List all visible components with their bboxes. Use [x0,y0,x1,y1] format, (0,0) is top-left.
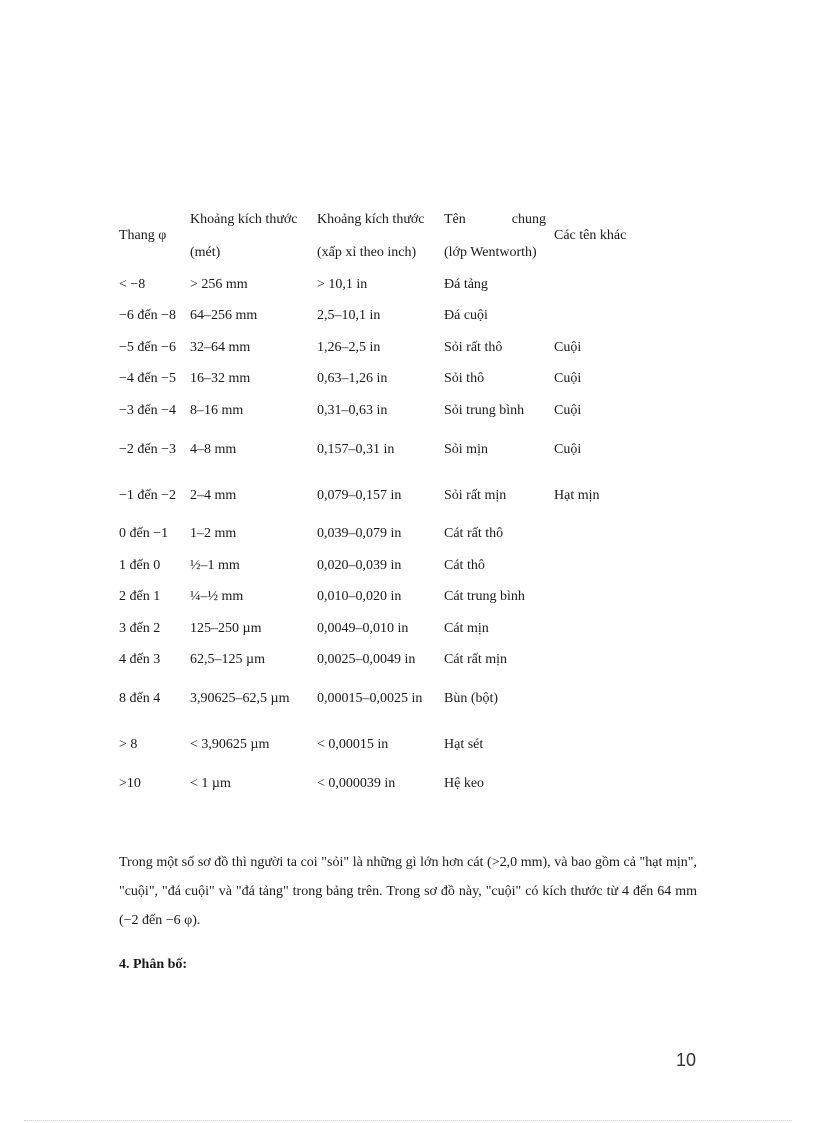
cell-name: Cát rất thô [444,526,504,542]
cell-other-name: Hạt mịn [554,487,600,503]
cell-other-name: Cuội [554,441,582,457]
table-row [119,364,674,396]
header-common-name: Tên chung (lớp Wentworth) [444,212,546,260]
header-phi-scale: Thang φ [119,228,167,243]
cell-size-inch: 0,63–1,26 in [317,371,388,387]
cell-name: Bùn (bột) [444,691,499,706]
cell-size-mm: ¼–½ mm [190,589,244,605]
cell-other-name [554,301,674,333]
cell-name: Đá tảng [444,276,488,292]
page-number: 10 [675,1050,696,1070]
cell-size-inch: > 10,1 in [317,276,368,292]
cell-name: Hệ keo [444,775,485,791]
cell-size-inch: 0,039–0,079 in [317,526,402,542]
cell-phi: 4 đến 3 [119,652,161,668]
grain-size-table [119,203,674,800]
cell-phi: < −8 [119,276,146,292]
cell-size-mm: 32–64 mm [190,339,251,355]
cell-name: Sỏi rất thô [444,339,503,355]
cell-name: Đá cuội [444,308,488,324]
cell-size-inch: 0,157–0,31 in [317,441,395,457]
cell-size-mm: > 256 mm [190,276,248,292]
cell-size-inch: 0,020–0,039 in [317,557,402,573]
cell-phi: 0 đến −1 [119,526,169,542]
cell-other-name: Cuội [554,402,582,418]
cell-name: Cát trung bình [444,589,525,605]
cell-other-name [554,269,674,301]
cell-name: Cát thô [444,557,485,573]
cell-other-name [554,722,674,768]
cell-size-inch: 0,010–0,020 in [317,589,402,605]
cell-name: Sỏi mịn [444,441,488,457]
cell-other-name [554,645,674,677]
cell-name: Sỏi thô [444,371,485,387]
footer-divider [24,1120,792,1121]
cell-size-mm: < 1 µm [190,775,231,791]
cell-size-mm: 2–4 mm [190,487,237,503]
cell-size-inch: < 0,00015 in [317,737,389,752]
cell-phi: > 8 [119,737,138,752]
cell-phi: −4 đến −5 [119,371,177,387]
table-row [119,519,674,551]
table-row [119,301,674,333]
cell-phi: 8 đến 4 [119,691,161,706]
table-body [119,269,674,800]
cell-size-inch: 1,26–2,5 in [317,339,381,355]
table-row [119,269,674,301]
table-row [119,582,674,614]
body-paragraph: Trong một số sơ đồ thì người ta coi "sỏi" là những gì lớn hơn cát (>2,0 mm), và bao gồm cả "hạt mịn", "cuội", "đá cuội" và "đá tảng" trong bảng trên. Trong sơ đồ này, "cuội" có kích thước từ 4 đến 64 mm (−2 đến −6 φ). [119,855,697,928]
cell-other-name [554,676,674,722]
cell-other-name [554,613,674,645]
cell-name: Cát mịn [444,620,489,636]
cell-size-inch: < 0,000039 in [317,775,396,791]
cell-other-name: Cuội [554,371,582,387]
table-row [119,722,674,768]
cell-size-inch: 0,0025–0,0049 in [317,652,416,668]
cell-size-mm: < 3,90625 µm [190,737,270,752]
cell-other-name: Cuội [554,339,582,355]
cell-phi: −2 đến −3 [119,441,177,457]
cell-size-mm: ½–1 mm [190,557,240,573]
cell-phi: −6 đến −8 [119,308,177,324]
cell-size-inch: 2,5–10,1 in [317,308,381,324]
cell-phi: >10 [119,775,141,791]
cell-phi: −3 đến −4 [119,402,177,418]
cell-name: Sỏi trung bình [444,402,525,418]
cell-other-name [554,582,674,614]
table-row [119,427,674,473]
cell-size-mm: 125–250 µm [190,620,262,636]
cell-size-inch: 0,00015–0,0025 in [317,691,423,706]
header-size-inch: Khoảng kích thước (xấp xỉ theo inch) [317,212,425,260]
cell-size-mm: 1–2 mm [190,526,237,542]
table-row [119,473,674,519]
table-row [119,676,674,722]
table-row [119,768,674,800]
cell-size-mm: 62,5–125 µm [190,652,265,668]
cell-name: Cát rất mịn [444,652,507,668]
cell-other-name [554,768,674,800]
cell-phi: 2 đến 1 [119,589,161,605]
section-heading: 4. Phân bố: [119,957,188,972]
cell-size-inch: 0,31–0,63 in [317,402,388,418]
cell-name: Sỏi rất mịn [444,487,507,503]
table-row [119,395,674,427]
header-other-names: Các tên khác [554,228,627,243]
table-row [119,550,674,582]
cell-phi: 1 đến 0 [119,557,161,573]
cell-other-name [554,550,674,582]
header-size-metric: Khoảng kích thước (mét) [190,212,298,260]
cell-size-mm: 8–16 mm [190,402,244,418]
cell-size-mm: 3,90625–62,5 µm [190,691,290,706]
cell-phi: 3 đến 2 [119,620,161,636]
table-row [119,332,674,364]
cell-size-mm: 4–8 mm [190,441,237,457]
cell-size-mm: 16–32 mm [190,371,251,387]
cell-size-mm: 64–256 mm [190,308,258,324]
table-header-row [119,203,674,269]
cell-size-inch: 0,079–0,157 in [317,487,402,503]
table-row [119,613,674,645]
cell-other-name [554,519,674,551]
table-row [119,645,674,677]
cell-phi: −1 đến −2 [119,487,177,503]
cell-size-inch: 0,0049–0,010 in [317,620,409,636]
cell-phi: −5 đến −6 [119,339,177,355]
cell-name: Hạt sét [444,737,484,752]
